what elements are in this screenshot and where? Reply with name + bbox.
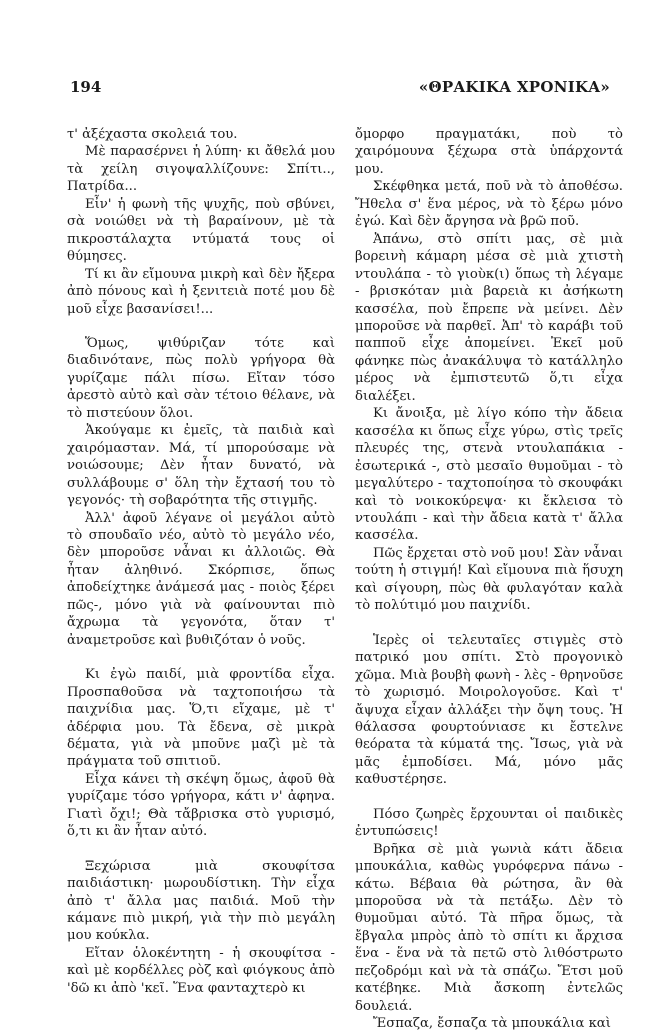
- paragraph: Εἶχα κάνει τὴ σκέψη ὅμως, ἀφοῦ θὰ γυρίζαμε τόσο γρήγορα, κάτι ν' ἀφηνα. Γιατὶ ὄχι!; Θὰ τἄβρισκα στὸ γυρισμό, ὅ,τι κι ἂν ἦταν αὐτό.: [67, 771, 335, 840]
- paragraph: Πόσο ζωηρὲς ἔρχουνται οἱ παιδικὲς ἐντυπώσεις!: [355, 806, 623, 840]
- paragraph: Βρῆκα σὲ μιὰ γωνιὰ κάτι ἄδεια μπουκάλια, καθὼς γυρόφερνα πάνω - κάτω. Βέβαια θὰ ρώτησα, ἂν θὰ μποροῦσα νὰ τὰ πετάξω. Δὲν τὸ θυμοῦμαι αὐτό. Τὰ πῆρα ὅμως, τὰ ἔβγαλα μπρὸς ἀπὸ τὸ σπίτι κι ἄρχισα ἕνα - ἕνα νὰ τὰ πετῶ στὸ λιθόστρωτο πεζοδρόμι καὶ νὰ τὰ σπάζω. Ἔτσι μοῦ κατέβηκε. Μιὰ ἄσκοπη ἐντελῶς δουλειά.: [355, 841, 623, 1014]
- paragraph: Τί κι ἂν εἴμουνα μικρὴ καὶ δὲν ἤξερα ἀπὸ πόνους καὶ ἡ ξενιτειὰ ποτέ μου δὲ μοῦ εἶχε βασανίσει!...: [67, 266, 335, 317]
- right-column: [355, 126, 623, 1033]
- page-header: [70, 78, 610, 100]
- running-title: «ΘΡΑΚΙΚΑ ΧΡΟΝΙΚΑ»: [418, 78, 610, 96]
- paragraph: Εἴταν ὁλοκέντητη - ἡ σκουφίτσα - καὶ μὲ κορδέλλες ρὸζ καὶ φιόγκους ἀπὸ 'δῶ κι ἀπὸ 'κεῖ. Ἕνα φανταχτερὸ κι: [67, 945, 335, 996]
- paragraph: ὄμορφο πραγματάκι, ποὺ τὸ χαιρόμουνα ξέχωρα στὰ ὑπάρχοντά μου.: [355, 127, 623, 177]
- paragraph: Ξεχώρισα μιὰ σκουφίτσα παιδιάστικη· μωρουδίστικη. Τὴν εἶχα ἀπὸ τ' ἄλλα μας παιδιά. Μοῦ τὴν κάμανε πιὸ μικρή, γιὰ τὴν πιὸ μεγάλη μου κούκλα.: [67, 858, 335, 944]
- paragraph: Κι ἄνοιξα, μὲ λίγο κόπο τὴν ἄδεια κασσέλα κι ὅπως εἶχε γύρω, στὶς τρεῖς πλευρές της, στενὰ ντουλαπάκια - ἐσωτερικά -, στὸ μεσαῖο θυμοῦμαι - τὸ μεγαλύτερο - ταχτοποίησα τὸ σκουφάκι καὶ τὸ νοικοκύρεψα· κι ἔκλεισα τὸ ντουλάπι - καὶ τὴν ἄδεια κατὰ τ' ἄλλα κασσέλα.: [355, 406, 623, 544]
- paragraph: Ὅμως, ψιθύριζαν τότε καὶ διαδινότανε, πὼς πολὺ γρήγορα θὰ γυρίζαμε πάλι πίσω. Εἴταν τόσο ἀρεστὸ αὐτὸ καὶ σὰν τέτοιο θέλανε, νὰ τὸ πιστεύουν ὅλοι.: [67, 335, 335, 421]
- page-number: 194: [70, 78, 102, 96]
- paragraph: Μὲ παρασέρνει ἡ λύπη· κι ἄθελά μου τὰ χείλη σιγοψαλλίζουνε: Σπίτι.., Πατρίδα...: [67, 144, 335, 195]
- paragraph: Εἶν' ἡ φωνὴ τῆς ψυχῆς, ποὺ σβύνει, σὰ νοιώθει νὰ τὴ βαραίνουν, μὲ τὰ πικροστάλαχτα ντύματά τους οἱ θύμησες.: [67, 196, 335, 265]
- paragraph: τ' ἀξέχαστα σκολειά του.: [67, 127, 238, 142]
- paragraph: Ἱερὲς οἱ τελευταῖες στιγμὲς στὸ πατρικό μου σπίτι. Στὸ προγονικὸ χῶμα. Μιὰ βουβὴ φωνὴ - λὲς - θρηνοῦσε τὸ χωρισμό. Μοιρολογοῦσε. Καὶ τ' ἄψυχα εἶχαν ἀλλάξει τὴν ὄψη τους. Ἡ θάλασσα φουρτούνιασε κι ἔστελνε θεόρατα τὰ κύματά της. Ἴσως, γιὰ νὰ μᾶς ἐμποδίσει. Μά, μόνο μᾶς καθυστέρησε.: [355, 632, 623, 788]
- left-column: [67, 126, 335, 997]
- paragraph: Ἔσπαζα, ἔσπαζα τὰ μπουκάλια καὶ: [373, 1016, 611, 1032]
- paragraph: Ἀλλ' ἀφοῦ λέγανε οἱ μεγάλοι αὐτὸ τὸ σπουδαῖο νέο, αὐτὸ τὸ μεγάλο νέο, δὲν μποροῦσε νἆναι κι ἀλλοιῶς. Θὰ ἦταν ἀληθινό. Σκόρπισε, ὅπως ἀποδείχτηκε ἀνάμεσά μας - ποιὸς ξέρει πῶς-, μόνο γιὰ νὰ φαίνουνται πιὸ ἄχρωμα τὰ γεγονότα, ὅταν τ' ἀναμετροῦσε καὶ βυθιζόταν ὁ νοῦς.: [67, 510, 335, 648]
- paragraph: Ἀπάνω, στὸ σπίτι μας, σὲ μιὰ βορεινὴ κάμαρη μέσα σὲ μιὰ χτιστὴ ντουλάπα - τὸ γιοὺκ(ι) ὅπως τὴ λέγαμε - βρισκόταν μιὰ βαρειὰ κι ἀσήκωτη κασσέλα, ποὺ ἔπρεπε νὰ μείνει. Δὲν μποροῦσε νὰ παρθεῖ. Ἀπ' τὸ καράβι τοῦ παπποῦ εἶχε ἀπομείνει. Ἐκεῖ μοῦ φάνηκε πὼς ἀνακάλυψα τὸ κατάλληλο μέρος νὰ ἐμπιστευτῶ ὅ,τι εἶχα διαλέξει.: [355, 231, 623, 404]
- paragraph: Σκέφθηκα μετά, ποῦ νὰ τὸ ἀποθέσω. Ἤθελα σ' ἕνα μέρος, νὰ τὸ ξέρω μόνο ἐγώ. Καὶ δὲν ἄργησα νὰ βρῶ ποῦ.: [355, 179, 623, 230]
- paragraph: Ἀκούγαμε κι ἐμεῖς, τὰ παιδιὰ καὶ χαιρόμασταν. Μά, τί μπορούσαμε νὰ νοιώσουμε; Δὲν ἦταν δυνατό, νὰ συλλάβουμε σ' ὅλη τὴν ἔχτασή του τὸ γεγονός· τὴ σοβαρότητα τῆς στιγμῆς.: [67, 423, 335, 509]
- paragraph: Πῶς ἔρχεται στὸ νοῦ μου! Σὰν νἆναι τούτη ἡ στιγμή! Καὶ εἴμουνα πιὰ ἥσυχη καὶ σίγουρη, πὼς θὰ φυλαγόταν καλὰ τὸ πολύτιμό μου παιχνίδι.: [355, 545, 623, 614]
- paragraph: Κι ἐγὼ παιδί, μιὰ φροντίδα εἶχα. Προσπαθοῦσα νὰ ταχτοποιήσω τὰ παιχνίδια μας. Ὅ,τι εἴχαμε, μὲ τ' ἀδέρφια μου. Τὰ ἔδενα, σὲ μικρὰ δέματα, γιὰ νὰ μποῦνε μαζὶ μὲ τὰ πράγματα τοῦ σπιτιοῦ.: [67, 667, 335, 770]
